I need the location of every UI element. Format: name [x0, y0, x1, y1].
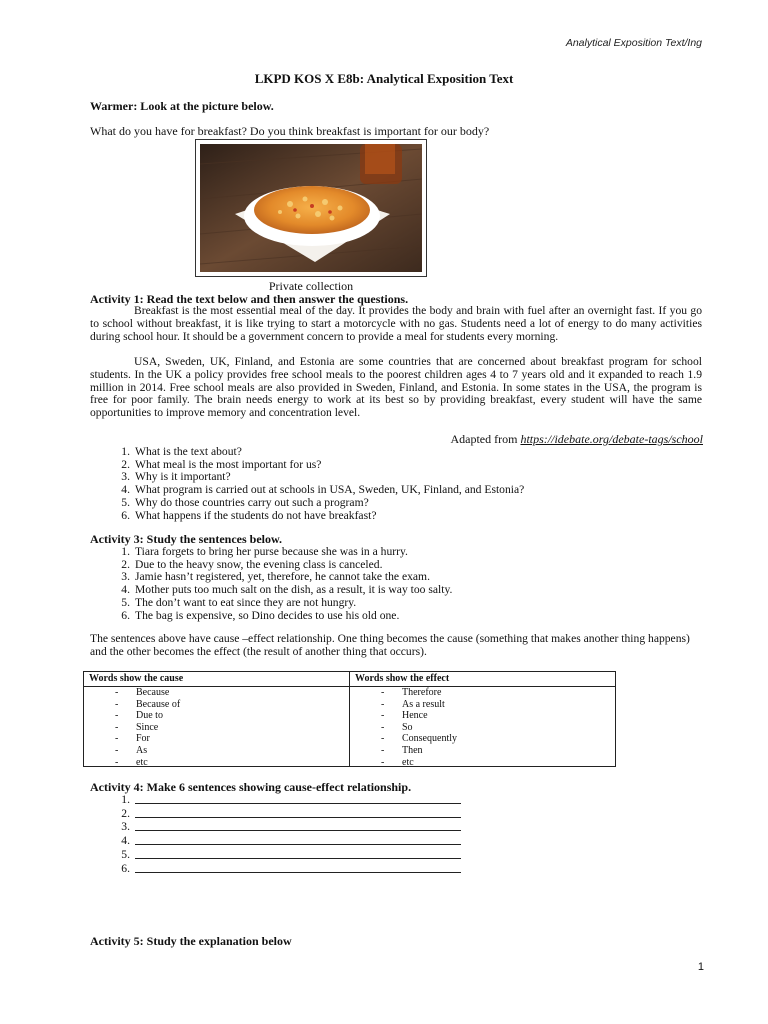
- blank-answer-line[interactable]: 6.: [112, 863, 461, 877]
- cause-word: - Because of: [115, 698, 181, 710]
- effect-word: - So: [381, 721, 413, 733]
- cause-header: Words show the cause: [84, 672, 349, 687]
- blank-answer-line[interactable]: 1.: [112, 794, 461, 808]
- activity3-heading: Activity 3: Study the sentences below.: [90, 532, 282, 546]
- list-item: 4. Mother puts too much salt on the dish, as a result, it is way too salty.: [121, 583, 453, 597]
- list-item: 5. Why do those countries carry out such a program?: [121, 495, 369, 509]
- effect-word: - Then: [381, 744, 423, 756]
- blank-answer-line[interactable]: 5.: [112, 849, 461, 863]
- activity1-paragraph-1-text: Breakfast is the most essential meal of the day. It provides the body and brain with fuel after an overnight fast. If you go to school without breakfast, it is like trying to start a motorcycle with no gas. Students need a lot of energy to do many activities during school hour. It should be a government concern to provide a meal for students every morning.: [90, 304, 702, 343]
- list-item: 1. What is the text about?: [121, 445, 242, 458]
- page-number: 1: [697, 961, 704, 973]
- blank-answer-line[interactable]: 4.: [112, 835, 461, 849]
- source-prefix: Adapted from: [450, 432, 521, 446]
- photo-caption: Private collection: [268, 279, 354, 293]
- cause-effect-explanation: The sentences above have cause –effect relationship. One thing becomes the cause (something that makes another thing happens) and the other becomes the effect (the result of another thing that occurs).: [90, 632, 690, 658]
- cause-word: - etc: [115, 756, 148, 768]
- activity1-paragraph-1: [90, 305, 702, 343]
- list-item: 3. Jamie hasn’t registered, yet, therefore, he cannot take the exam.: [121, 570, 430, 584]
- cause-word: - Due to: [115, 710, 163, 722]
- effect-header: Words show the effect: [350, 672, 615, 687]
- activity1-heading: Activity 1: Read the text below and then answer the questions.: [90, 292, 409, 306]
- cause-word: - Because: [115, 687, 170, 698]
- cause-word: - For: [115, 733, 150, 745]
- effect-word: - Consequently: [381, 733, 457, 745]
- cause-column: [84, 672, 350, 766]
- activity4-heading: Activity 4: Make 6 sentences showing cause-effect relationship.: [90, 780, 412, 794]
- effect-word: - Therefore: [381, 687, 442, 698]
- cause-effect-table: [83, 671, 616, 767]
- cause-word: - Since: [115, 721, 159, 733]
- activity1-paragraph-2-text: USA, Sweden, UK, Finland, and Estonia are some countries that are concerned about breakfast program for school students. In the UK a policy provides free school meals to the poorest children ages 4 to 7 years old and it expanded to reach 1.9 million in 2014. Free school meals are also provided in Sweden, Finland, and Estonia. In some states in the USA, the program is free for poor family. The brain needs energy to work at its best so by providing breakfast, every student will have the same opportunities to improve memory and concentration level.: [90, 355, 702, 420]
- list-item: 4. What program is carried out at schools in USA, Sweden, UK, Finland, and Estonia?: [121, 483, 525, 497]
- list-item: 2. What meal is the most important for us?: [121, 457, 322, 471]
- breakfast-photo: [200, 144, 422, 272]
- list-item: 3. Why is it important?: [121, 470, 231, 484]
- effect-word: - etc: [381, 756, 414, 768]
- effect-word: - As a result: [381, 698, 445, 710]
- header-note: Analytical Exposition Text/Ing: [565, 37, 702, 49]
- document-title: LKPD KOS X E8b: Analytical Exposition Text: [254, 71, 514, 86]
- activity1-questions: [112, 446, 524, 522]
- cause-word: - As: [115, 744, 148, 756]
- list-item: 6. The bag is expensive, so Dino decides to use his old one.: [121, 608, 400, 622]
- blank-answer-line[interactable]: 3.: [112, 821, 461, 835]
- breakfast-photo-frame: [195, 139, 427, 277]
- activity1-paragraph-2: [90, 356, 702, 420]
- effect-word: - Hence: [381, 710, 428, 722]
- list-item: 5. The don’t want to eat since they are not hungry.: [121, 595, 357, 609]
- activity4-blanks: [112, 794, 461, 876]
- source-line: [450, 433, 703, 446]
- activity3-sentences: [112, 546, 452, 622]
- warmer-question: What do you have for breakfast? Do you think breakfast is important for our body?: [90, 124, 490, 138]
- breakfast-photo-illustration: [200, 144, 422, 272]
- source-link[interactable]: https://idebate.org/debate-tags/school: [520, 432, 703, 446]
- effect-column: [350, 672, 615, 766]
- list-item: 1. Tiara forgets to bring her purse because she was in a hurry.: [121, 545, 408, 558]
- blank-answer-line[interactable]: 2.: [112, 808, 461, 822]
- list-item: 6. What happens if the students do not have breakfast?: [121, 508, 377, 522]
- activity5-heading: Activity 5: Study the explanation below: [90, 934, 292, 948]
- list-item: 2. Due to the heavy snow, the evening class is canceled.: [121, 557, 383, 571]
- warmer-heading: Warmer: Look at the picture below.: [90, 99, 274, 113]
